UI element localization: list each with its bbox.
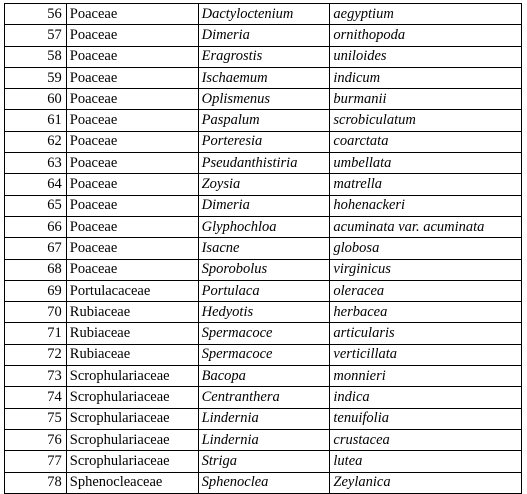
table-row (5, 238, 522, 259)
row-number-cell: 56 (5, 4, 67, 25)
species-cell: oleracea (330, 280, 522, 301)
species-cell: hohenackeri (330, 195, 522, 216)
row-number-cell: 67 (5, 238, 67, 259)
row-number-cell: 63 (5, 153, 67, 174)
table-row (5, 89, 522, 110)
table-row (5, 153, 522, 174)
table-row (5, 4, 522, 25)
row-number-cell: 66 (5, 216, 67, 237)
row-number-cell: 71 (5, 323, 67, 344)
species-table (4, 3, 522, 494)
species-cell: burmanii (330, 89, 522, 110)
species-cell: ornithopoda (330, 25, 522, 46)
table-row (5, 323, 522, 344)
family-cell: Rubiaceae (66, 323, 198, 344)
row-number-cell: 72 (5, 344, 67, 365)
table-row (5, 216, 522, 237)
genus-cell: Sporobolus (198, 259, 330, 280)
row-number-cell: 61 (5, 110, 67, 131)
table-row (5, 174, 522, 195)
table-row (5, 344, 522, 365)
species-cell: acuminata var. acuminata (330, 216, 522, 237)
species-cell: scrobiculatum (330, 110, 522, 131)
table-row (5, 25, 522, 46)
row-number-cell: 74 (5, 387, 67, 408)
family-cell: Poaceae (66, 110, 198, 131)
species-cell: tenuifolia (330, 408, 522, 429)
family-cell: Scrophulariaceae (66, 387, 198, 408)
genus-cell: Centranthera (198, 387, 330, 408)
genus-cell: Porteresia (198, 131, 330, 152)
genus-cell: Glyphochloa (198, 216, 330, 237)
species-cell: articularis (330, 323, 522, 344)
family-cell: Poaceae (66, 216, 198, 237)
family-cell: Scrophulariaceae (66, 408, 198, 429)
table-row (5, 195, 522, 216)
table-row (5, 46, 522, 67)
family-cell: Rubiaceae (66, 344, 198, 365)
table-row (5, 472, 522, 493)
row-number-cell: 77 (5, 451, 67, 472)
species-cell: coarctata (330, 131, 522, 152)
genus-cell: Ischaemum (198, 67, 330, 88)
genus-cell: Bacopa (198, 366, 330, 387)
genus-cell: Striga (198, 451, 330, 472)
family-cell: Poaceae (66, 25, 198, 46)
species-cell: verticillata (330, 344, 522, 365)
family-cell: Poaceae (66, 195, 198, 216)
genus-cell: Spermacoce (198, 344, 330, 365)
family-cell: Poaceae (66, 67, 198, 88)
row-number-cell: 59 (5, 67, 67, 88)
species-cell: aegyptium (330, 4, 522, 25)
row-number-cell: 65 (5, 195, 67, 216)
species-cell: matrella (330, 174, 522, 195)
genus-cell: Portulaca (198, 280, 330, 301)
species-cell: indica (330, 387, 522, 408)
genus-cell: Spermacoce (198, 323, 330, 344)
table-row (5, 451, 522, 472)
genus-cell: Oplismenus (198, 89, 330, 110)
family-cell: Poaceae (66, 174, 198, 195)
family-cell: Poaceae (66, 238, 198, 259)
family-cell: Poaceae (66, 4, 198, 25)
family-cell: Scrophulariaceae (66, 429, 198, 450)
species-cell: uniloides (330, 46, 522, 67)
genus-cell: Dactyloctenium (198, 4, 330, 25)
species-cell: virginicus (330, 259, 522, 280)
table-body (5, 4, 522, 494)
genus-cell: Dimeria (198, 25, 330, 46)
table-row (5, 131, 522, 152)
species-cell: umbellata (330, 153, 522, 174)
genus-cell: Lindernia (198, 408, 330, 429)
species-cell: monnieri (330, 366, 522, 387)
row-number-cell: 57 (5, 25, 67, 46)
genus-cell: Dimeria (198, 195, 330, 216)
species-cell: globosa (330, 238, 522, 259)
row-number-cell: 76 (5, 429, 67, 450)
family-cell: Poaceae (66, 46, 198, 67)
species-cell: crustacea (330, 429, 522, 450)
species-cell: indicum (330, 67, 522, 88)
table-row (5, 302, 522, 323)
row-number-cell: 70 (5, 302, 67, 323)
genus-cell: Sphenoclea (198, 472, 330, 493)
family-cell: Poaceae (66, 89, 198, 110)
family-cell: Poaceae (66, 131, 198, 152)
row-number-cell: 62 (5, 131, 67, 152)
table-row (5, 110, 522, 131)
genus-cell: Eragrostis (198, 46, 330, 67)
family-cell: Poaceae (66, 259, 198, 280)
table-row (5, 429, 522, 450)
table-row (5, 259, 522, 280)
row-number-cell: 78 (5, 472, 67, 493)
species-cell: herbacea (330, 302, 522, 323)
row-number-cell: 58 (5, 46, 67, 67)
family-cell: Scrophulariaceae (66, 451, 198, 472)
row-number-cell: 75 (5, 408, 67, 429)
row-number-cell: 73 (5, 366, 67, 387)
table-row (5, 280, 522, 301)
table-row (5, 366, 522, 387)
genus-cell: Lindernia (198, 429, 330, 450)
family-cell: Rubiaceae (66, 302, 198, 323)
family-cell: Sphenocleaceae (66, 472, 198, 493)
species-cell: lutea (330, 451, 522, 472)
table-row (5, 387, 522, 408)
row-number-cell: 69 (5, 280, 67, 301)
species-cell: Zeylanica (330, 472, 522, 493)
table-row (5, 67, 522, 88)
genus-cell: Paspalum (198, 110, 330, 131)
table-row (5, 408, 522, 429)
genus-cell: Isacne (198, 238, 330, 259)
row-number-cell: 64 (5, 174, 67, 195)
genus-cell: Zoysia (198, 174, 330, 195)
family-cell: Portulacaceae (66, 280, 198, 301)
row-number-cell: 60 (5, 89, 67, 110)
genus-cell: Pseudanthistiria (198, 153, 330, 174)
genus-cell: Hedyotis (198, 302, 330, 323)
family-cell: Scrophulariaceae (66, 366, 198, 387)
family-cell: Poaceae (66, 153, 198, 174)
row-number-cell: 68 (5, 259, 67, 280)
